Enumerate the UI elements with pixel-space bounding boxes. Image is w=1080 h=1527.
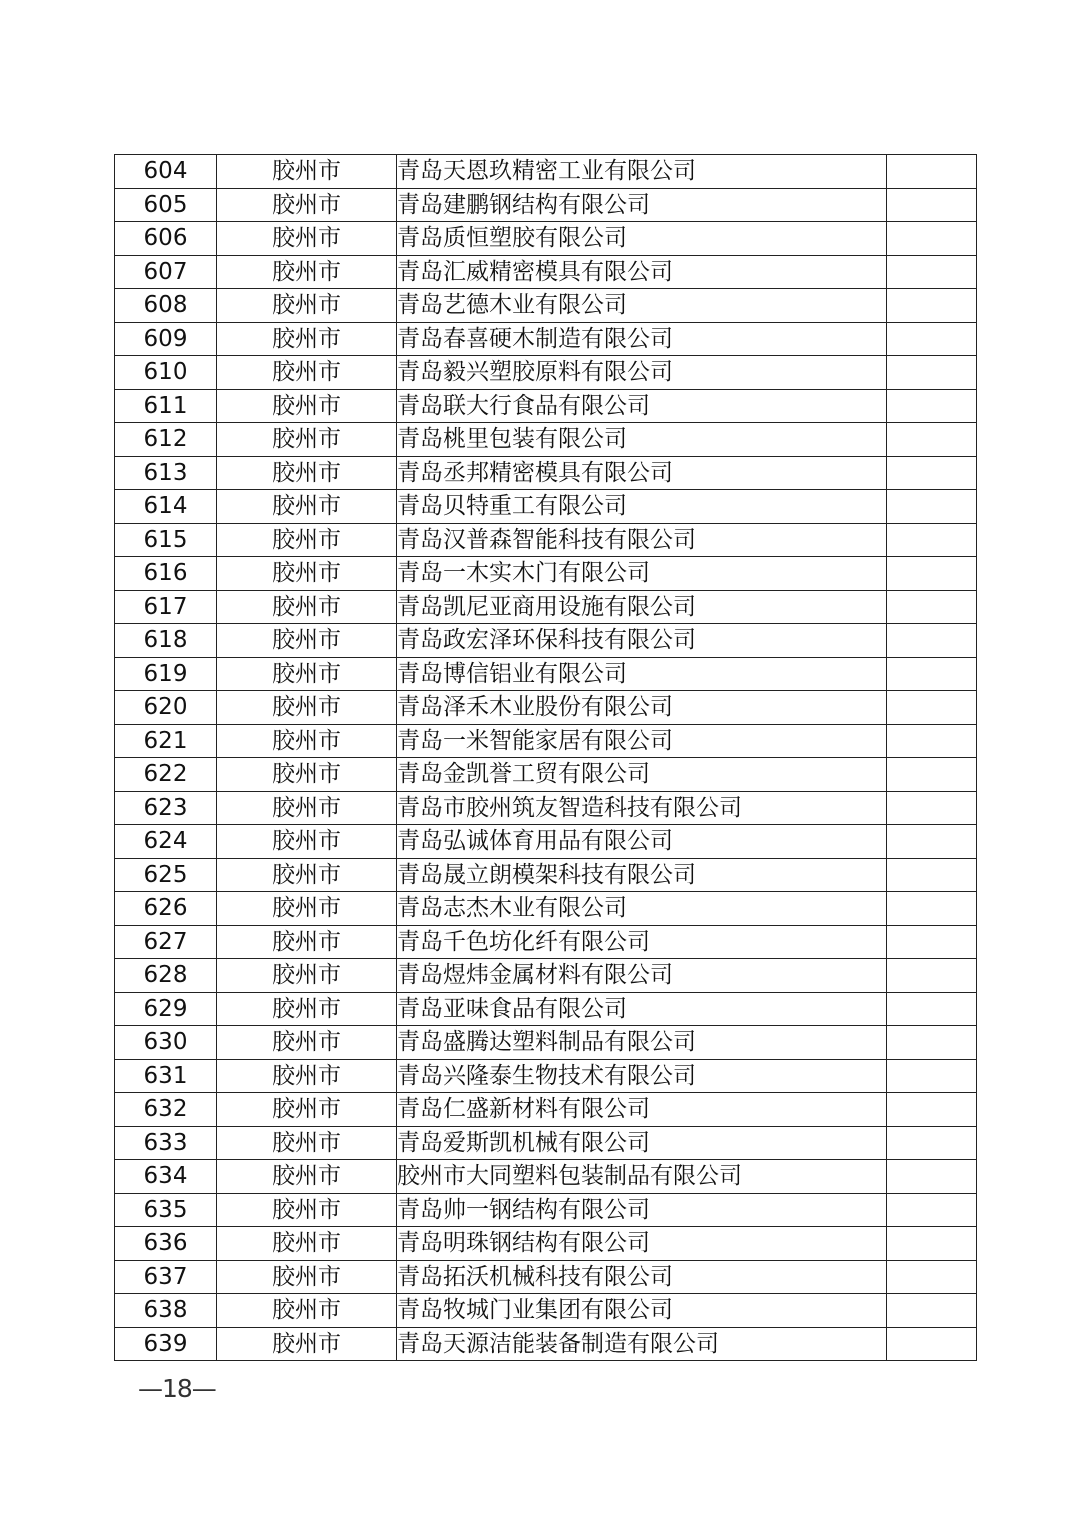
table-row [115, 758, 977, 792]
remark-cell [887, 1093, 977, 1127]
row-number-cell: 613 [115, 456, 217, 490]
row-number-cell: 612 [115, 423, 217, 457]
company-name-cell: 青岛丞邦精密模具有限公司 [397, 456, 887, 490]
company-name-cell: 青岛亚味食品有限公司 [397, 992, 887, 1026]
table-row [115, 188, 977, 222]
remark-cell [887, 523, 977, 557]
remark-cell [887, 758, 977, 792]
company-name-cell: 青岛千色坊化纤有限公司 [397, 925, 887, 959]
row-number-cell: 614 [115, 490, 217, 524]
remark-cell [887, 356, 977, 390]
row-number-cell: 627 [115, 925, 217, 959]
row-number-cell: 636 [115, 1227, 217, 1261]
row-number-cell: 628 [115, 959, 217, 993]
table-row [115, 858, 977, 892]
city-cell: 胶州市 [217, 322, 397, 356]
table-row [115, 490, 977, 524]
page-number: —18— [138, 1374, 216, 1403]
row-number-cell: 610 [115, 356, 217, 390]
remark-cell [887, 155, 977, 189]
company-name-cell: 青岛爱斯凯机械有限公司 [397, 1126, 887, 1160]
company-name-cell: 青岛弘诚体育用品有限公司 [397, 825, 887, 859]
remark-cell [887, 624, 977, 658]
remark-cell [887, 791, 977, 825]
row-number-cell: 638 [115, 1294, 217, 1328]
remark-cell [887, 188, 977, 222]
table-row [115, 456, 977, 490]
company-name-cell: 胶州市大同塑料包装制品有限公司 [397, 1160, 887, 1194]
remark-cell [887, 1126, 977, 1160]
row-number-cell: 629 [115, 992, 217, 1026]
table-row [115, 356, 977, 390]
city-cell: 胶州市 [217, 188, 397, 222]
row-number-cell: 621 [115, 724, 217, 758]
remark-cell [887, 222, 977, 256]
row-number-cell: 633 [115, 1126, 217, 1160]
city-cell: 胶州市 [217, 959, 397, 993]
company-name-cell: 青岛凯尼亚商用设施有限公司 [397, 590, 887, 624]
table-row [115, 1059, 977, 1093]
remark-cell [887, 423, 977, 457]
table-row [115, 289, 977, 323]
remark-cell [887, 590, 977, 624]
remark-cell [887, 255, 977, 289]
company-name-cell: 青岛汉普森智能科技有限公司 [397, 523, 887, 557]
row-number-cell: 604 [115, 155, 217, 189]
company-name-cell: 青岛泽禾木业股份有限公司 [397, 691, 887, 725]
city-cell: 胶州市 [217, 1294, 397, 1328]
table-row [115, 255, 977, 289]
remark-cell [887, 892, 977, 926]
remark-cell [887, 992, 977, 1026]
company-name-cell: 青岛一木实木门有限公司 [397, 557, 887, 591]
city-cell: 胶州市 [217, 356, 397, 390]
company-name-cell: 青岛政宏泽环保科技有限公司 [397, 624, 887, 658]
company-name-cell: 青岛志杰木业有限公司 [397, 892, 887, 926]
city-cell: 胶州市 [217, 1193, 397, 1227]
row-number-cell: 635 [115, 1193, 217, 1227]
remark-cell [887, 1227, 977, 1261]
table-row [115, 624, 977, 658]
remark-cell [887, 322, 977, 356]
table-row [115, 222, 977, 256]
company-name-cell: 青岛晟立朗模架科技有限公司 [397, 858, 887, 892]
company-name-cell: 青岛市胶州筑友智造科技有限公司 [397, 791, 887, 825]
row-number-cell: 623 [115, 791, 217, 825]
table-row [115, 1227, 977, 1261]
remark-cell [887, 1327, 977, 1361]
remark-cell [887, 825, 977, 859]
table-row [115, 322, 977, 356]
remark-cell [887, 490, 977, 524]
table-row [115, 1260, 977, 1294]
city-cell: 胶州市 [217, 423, 397, 457]
remark-cell [887, 858, 977, 892]
city-cell: 胶州市 [217, 523, 397, 557]
row-number-cell: 615 [115, 523, 217, 557]
company-name-cell: 青岛一米智能家居有限公司 [397, 724, 887, 758]
table-row [115, 959, 977, 993]
remark-cell [887, 691, 977, 725]
table-row [115, 992, 977, 1026]
row-number-cell: 617 [115, 590, 217, 624]
city-cell: 胶州市 [217, 456, 397, 490]
table-row [115, 825, 977, 859]
company-name-cell: 青岛汇威精密模具有限公司 [397, 255, 887, 289]
remark-cell [887, 289, 977, 323]
row-number-cell: 605 [115, 188, 217, 222]
table-row [115, 892, 977, 926]
table-row [115, 557, 977, 591]
row-number-cell: 639 [115, 1327, 217, 1361]
company-name-cell: 青岛建鹏钢结构有限公司 [397, 188, 887, 222]
company-name-cell: 青岛天源洁能装备制造有限公司 [397, 1327, 887, 1361]
row-number-cell: 607 [115, 255, 217, 289]
remark-cell [887, 925, 977, 959]
city-cell: 胶州市 [217, 1327, 397, 1361]
city-cell: 胶州市 [217, 222, 397, 256]
row-number-cell: 618 [115, 624, 217, 658]
city-cell: 胶州市 [217, 155, 397, 189]
row-number-cell: 625 [115, 858, 217, 892]
table-row [115, 389, 977, 423]
company-name-cell: 青岛兴隆泰生物技术有限公司 [397, 1059, 887, 1093]
table-row [115, 657, 977, 691]
company-name-cell: 青岛拓沃机械科技有限公司 [397, 1260, 887, 1294]
row-number-cell: 637 [115, 1260, 217, 1294]
company-name-cell: 青岛艺德木业有限公司 [397, 289, 887, 323]
company-name-cell: 青岛仁盛新材料有限公司 [397, 1093, 887, 1127]
remark-cell [887, 1260, 977, 1294]
company-name-cell: 青岛毅兴塑胶原料有限公司 [397, 356, 887, 390]
table-row [115, 590, 977, 624]
row-number-cell: 611 [115, 389, 217, 423]
table-row [115, 423, 977, 457]
table-body [115, 155, 977, 1361]
remark-cell [887, 1193, 977, 1227]
remark-cell [887, 1026, 977, 1060]
city-cell: 胶州市 [217, 255, 397, 289]
city-cell: 胶州市 [217, 791, 397, 825]
row-number-cell: 616 [115, 557, 217, 591]
table-row [115, 1026, 977, 1060]
row-number-cell: 632 [115, 1093, 217, 1127]
company-name-cell: 青岛桃里包装有限公司 [397, 423, 887, 457]
remark-cell [887, 724, 977, 758]
company-name-cell: 青岛帅一钢结构有限公司 [397, 1193, 887, 1227]
remark-cell [887, 959, 977, 993]
city-cell: 胶州市 [217, 724, 397, 758]
table-row [115, 724, 977, 758]
table-row [115, 1160, 977, 1194]
row-number-cell: 620 [115, 691, 217, 725]
table-row [115, 1193, 977, 1227]
city-cell: 胶州市 [217, 925, 397, 959]
city-cell: 胶州市 [217, 691, 397, 725]
company-name-cell: 青岛天恩玖精密工业有限公司 [397, 155, 887, 189]
city-cell: 胶州市 [217, 992, 397, 1026]
remark-cell [887, 1059, 977, 1093]
city-cell: 胶州市 [217, 858, 397, 892]
city-cell: 胶州市 [217, 289, 397, 323]
company-name-cell: 青岛博信铝业有限公司 [397, 657, 887, 691]
row-number-cell: 631 [115, 1059, 217, 1093]
company-name-cell: 青岛春喜硬木制造有限公司 [397, 322, 887, 356]
city-cell: 胶州市 [217, 825, 397, 859]
row-number-cell: 608 [115, 289, 217, 323]
remark-cell [887, 1160, 977, 1194]
city-cell: 胶州市 [217, 892, 397, 926]
table-row [115, 523, 977, 557]
city-cell: 胶州市 [217, 1126, 397, 1160]
row-number-cell: 606 [115, 222, 217, 256]
table-row [115, 1327, 977, 1361]
row-number-cell: 622 [115, 758, 217, 792]
city-cell: 胶州市 [217, 1260, 397, 1294]
row-number-cell: 619 [115, 657, 217, 691]
remark-cell [887, 657, 977, 691]
table-row [115, 691, 977, 725]
remark-cell [887, 557, 977, 591]
table-row [115, 791, 977, 825]
city-cell: 胶州市 [217, 590, 397, 624]
table-row [115, 1294, 977, 1328]
row-number-cell: 609 [115, 322, 217, 356]
company-name-cell: 青岛金凯誉工贸有限公司 [397, 758, 887, 792]
company-name-cell: 青岛联大行食品有限公司 [397, 389, 887, 423]
city-cell: 胶州市 [217, 1227, 397, 1261]
company-name-cell: 青岛明珠钢结构有限公司 [397, 1227, 887, 1261]
company-table [114, 154, 977, 1361]
city-cell: 胶州市 [217, 1160, 397, 1194]
table-row [115, 155, 977, 189]
company-name-cell: 青岛贝特重工有限公司 [397, 490, 887, 524]
city-cell: 胶州市 [217, 1026, 397, 1060]
city-cell: 胶州市 [217, 557, 397, 591]
remark-cell [887, 456, 977, 490]
city-cell: 胶州市 [217, 490, 397, 524]
city-cell: 胶州市 [217, 624, 397, 658]
row-number-cell: 630 [115, 1026, 217, 1060]
company-name-cell: 青岛煜炜金属材料有限公司 [397, 959, 887, 993]
city-cell: 胶州市 [217, 1093, 397, 1127]
city-cell: 胶州市 [217, 758, 397, 792]
company-name-cell: 青岛牧城门业集团有限公司 [397, 1294, 887, 1328]
table-row [115, 1093, 977, 1127]
row-number-cell: 626 [115, 892, 217, 926]
row-number-cell: 634 [115, 1160, 217, 1194]
table-row [115, 925, 977, 959]
city-cell: 胶州市 [217, 1059, 397, 1093]
company-name-cell: 青岛盛腾达塑料制品有限公司 [397, 1026, 887, 1060]
table-row [115, 1126, 977, 1160]
city-cell: 胶州市 [217, 657, 397, 691]
city-cell: 胶州市 [217, 389, 397, 423]
remark-cell [887, 389, 977, 423]
remark-cell [887, 1294, 977, 1328]
row-number-cell: 624 [115, 825, 217, 859]
company-name-cell: 青岛质恒塑胶有限公司 [397, 222, 887, 256]
